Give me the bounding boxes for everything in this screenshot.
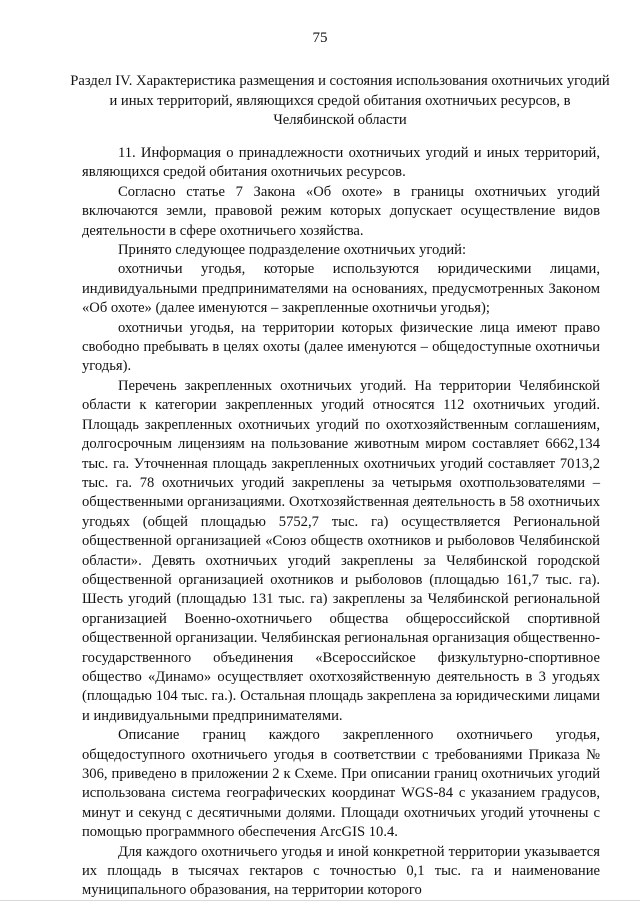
section-heading: Раздел IV. Характеристика размещения и состояния использования охотничьих угодий и иных территорий, являющихся средой обитания охотничьих ресурсов, в Челябинской области [70,73,610,128]
paragraph-subdivision: Принято следующее подразделение охотничьих угодий: [118,242,467,259]
paragraph-assigned-list: Перечень закрепленных охотничьих угодий. На территории Челябинской области к категории закрепленных угодий относятся 112 охотничьих угодий. Площадь закрепленных охотничьих угодий по охотхозяйственным соглашениям, долгосрочным лицензиям на пользование животным миром составляет 6662,134 тыс. га. Уточненная площадь закрепленных охотничьих угодий составляет 7013,2 тыс. га. 78 охотничьих угодий закреплены за четырьмя охотпользователями – общественными организациями. Охотхозяйственная деятельность в 58 охотничьих угодьях (общей площадью 5752,7 тыс. га) осуществляется Региональной общественной организацией «Союз обществ охотников и рыболовов Челябинской области». Девять охотничьих угодий закреплены за Челябинской городской общественной организацией охотников и рыболовов (площадью 161,7 тыс. га). Шесть угодий (площадью 131 тыс. га) закреплены за Челябинской региональной организацией Военно-охотничьего общества общероссийской спортивной общественной организации. Челябинская региональная организация общественно-государственного объединения «Всероссийское физкультурно-спортивное общество «Динамо» осуществляет охотхозяйственную деятельность в 3 угодьях (площадью 104 тыс. га.). Остальная площадь закреплена за юридическими лицами и индивидуальными предпринимателями. [82,377,600,724]
bottom-scan-edge [0,900,640,901]
paragraph-11-info: 11. Информация о принадлежности охотничьих угодий и иных территорий, являющихся средой обитания охотничьих ресурсов. [82,145,600,181]
paragraph-area-precision: Для каждого охотничьего угодья и иной конкретной территории указывается их площадь в тысячах гектаров с точностью 0,1 тыс. га и наименование муниципального образования, на территории которого [82,843,600,899]
page-number: 75 [312,30,328,46]
paragraph-article-7: Согласно статье 7 Закона «Об охоте» в границы охотничьих угодий включаются земли, правовой режим которых допускает осуществление видов деятельности в сфере охотничьего хозяйства. [82,183,600,239]
document-body [82,144,600,901]
paragraph-boundaries: Описание границ каждого закрепленного охотничьего угодья, общедоступного охотничьего угодья в соответствии с требованиями Приказа № 306, приведено в приложении 2 к Схеме. При описании границ охотничьих угодий использована система географических координат WGS-84 с указанием градусов, минут и секунд с десятичными долями. Площади охотничьих угодий уточнены с помощью программного обеспечения ArcGIS 10.4. [82,727,600,841]
paragraph-public-lands: охотничьи угодья, на территории которых физические лица имеют право свободно пребывать в целях охоты (далее именуются – общедоступные охотничьи угодья). [82,319,600,375]
paragraph-assigned-lands: охотничьи угодья, которые используются юридическими лицами, индивидуальными предпринимателями на основаниях, предусмотренных Законом «Об охоте» (далее именуются – закрепленные охотничьи угодья); [82,261,600,317]
